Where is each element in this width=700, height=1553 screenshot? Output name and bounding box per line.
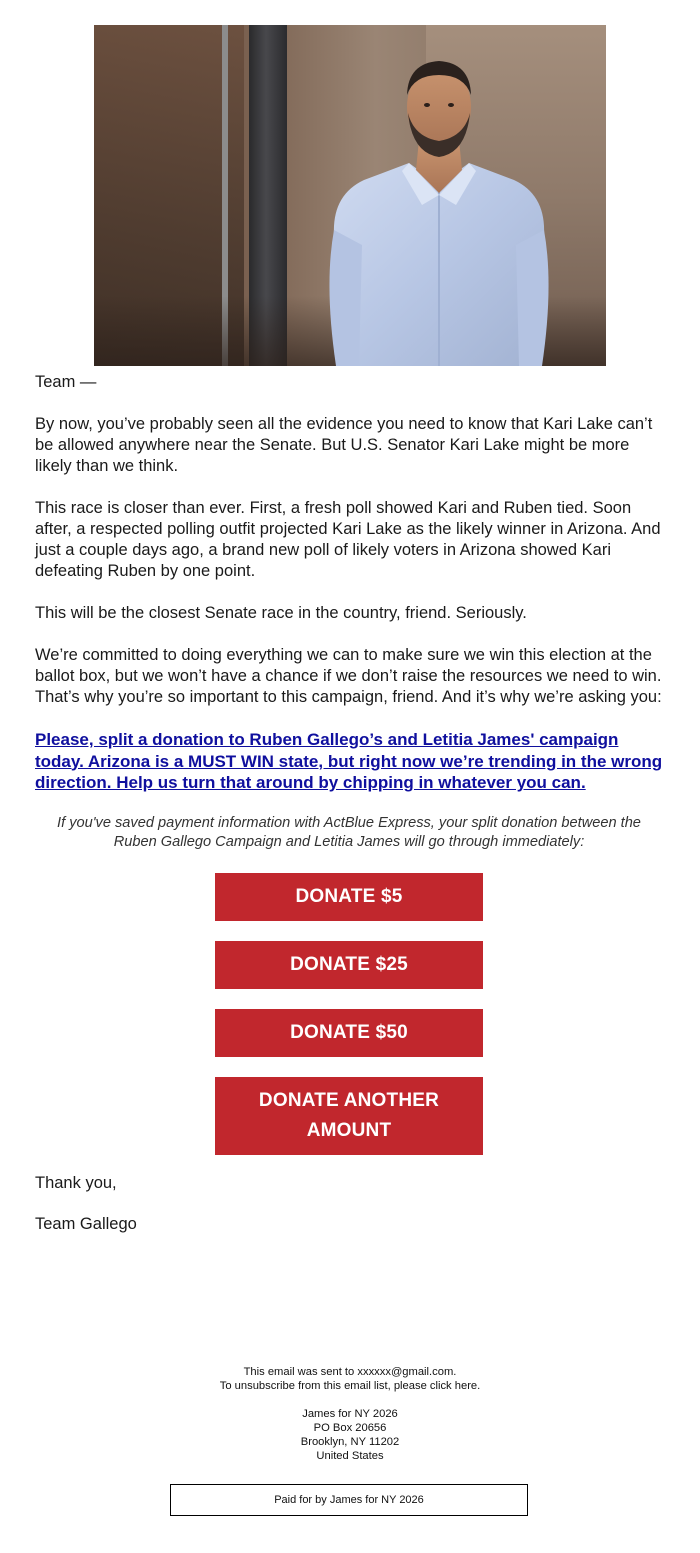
address-city: Brooklyn, NY 11202 bbox=[300, 1436, 400, 1448]
address-po-box: PO Box 20656 bbox=[313, 1422, 387, 1434]
signature: Team Gallego bbox=[35, 1214, 137, 1233]
address-country: United States bbox=[316, 1450, 384, 1462]
signoff bbox=[35, 1173, 663, 1235]
greeting: Team — bbox=[35, 373, 97, 391]
body-paragraph: This will be the closest Senate race in the country, friend. Seriously. bbox=[35, 604, 527, 622]
body-paragraph: This race is closer than ever. First, a fresh poll showed Kari and Ruben tied. Soon after, a respected polling outfit projected Kari Lake as the likely winner in Arizona. And just a couple days ago, a brand new poll of likely voters in Arizona showed Kari defeating Ruben by one point. bbox=[35, 499, 661, 580]
donate-25-button[interactable]: DONATE $25 bbox=[215, 941, 483, 989]
sent-to-text: This email was sent to xxxxxx@gmail.com. bbox=[243, 1366, 457, 1378]
donation-appeal-link[interactable]: Please, split a donation to Ruben Gallego’s and Letitia James' campaign today. Arizona is a MUST WIN state, but right now we’re trending in the wrong direction. Help us turn that around by chipping in whatever you can. bbox=[35, 730, 663, 792]
donate-50-button[interactable]: DONATE $50 bbox=[215, 1009, 483, 1057]
body-paragraph: We’re committed to doing everything we can to make sure we win this election at the ballot box, but we won’t have a chance if we don’t raise the resources we need to win. That’s why you’re so important to this campaign, friend. And it’s why we’re asking you: bbox=[35, 646, 662, 706]
paid-for-text: Paid for by James for NY 2026 bbox=[274, 1494, 424, 1506]
mailing-address bbox=[0, 1407, 700, 1463]
email-body bbox=[35, 372, 663, 1255]
hero-photo bbox=[94, 25, 606, 366]
candidate-photo-icon bbox=[304, 45, 574, 366]
donate-5-button[interactable]: DONATE $5 bbox=[215, 873, 483, 921]
paid-for-disclaimer bbox=[170, 1484, 528, 1516]
unsubscribe-link[interactable]: To unsubscribe from this email list, please click here. bbox=[219, 1380, 481, 1392]
body-paragraph: By now, you’ve probably seen all the evidence you need to know that Kari Lake can’t be allowed anywhere near the Senate. But U.S. Senator Kari Lake might be more likely than we think. bbox=[35, 415, 653, 475]
thanks-text: Thank you, bbox=[35, 1173, 117, 1192]
actblue-express-note: If you've saved payment information with ActBlue Express, your split donation between the Ruben Gallego Campaign and Letitia James will go through immediately: bbox=[57, 814, 641, 850]
email-footer bbox=[0, 1365, 700, 1477]
donate-other-amount-button[interactable]: DONATE ANOTHER AMOUNT bbox=[215, 1077, 483, 1155]
address-org: James for NY 2026 bbox=[302, 1408, 398, 1420]
